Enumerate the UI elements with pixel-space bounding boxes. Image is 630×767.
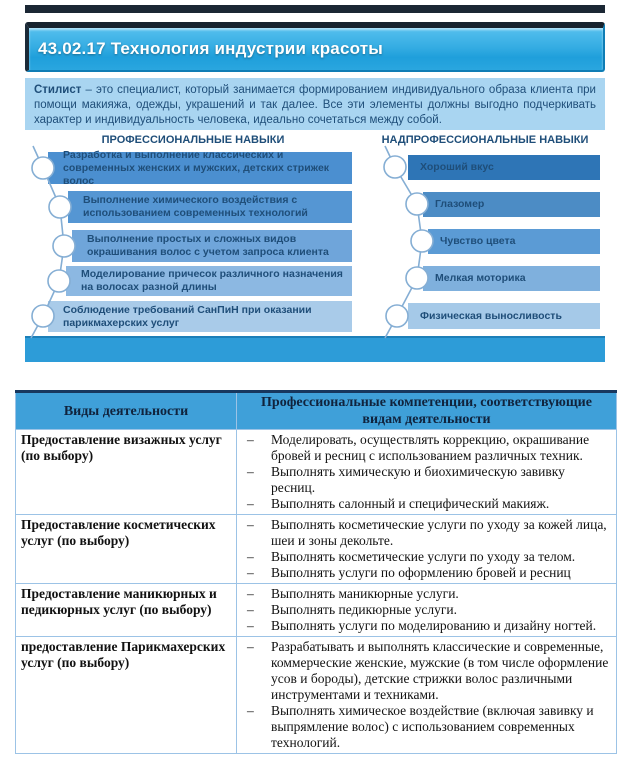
column-header-competencies: Профессиональные компетенции, соответствующие видам деятельности: [237, 392, 617, 430]
column-header-activities: Виды деятельности: [16, 392, 237, 430]
supra-skill-bar: Чувство цвета: [428, 229, 600, 254]
professional-skill-bar: Соблюдение требований СанПиН при оказании парикмахерских услуг: [48, 301, 352, 332]
competencies-cell: [237, 430, 617, 515]
activity-cell: Предоставление визажных услуг (по выбору): [16, 430, 237, 515]
competencies-cell: [237, 584, 617, 637]
competencies-table: [15, 390, 617, 754]
slide-top-strip: [25, 5, 605, 13]
supra-skill-bar: Хороший вкус: [408, 155, 600, 180]
supraprofessional-skills-heading: НАДПРОФЕССИОНАЛЬНЫЕ НАВЫКИ: [381, 134, 589, 146]
supra-skill-bar: Глазомер: [423, 192, 600, 217]
table-row: [16, 515, 617, 584]
table-row: [16, 430, 617, 515]
slide-bottom-band: [25, 336, 605, 362]
activity-cell: Предоставление косметических услуг (по выбору): [16, 515, 237, 584]
table-row: [16, 637, 617, 754]
competency-item: – Выполнять салонный и специфический макияж.: [237, 496, 612, 512]
activity-cell: предоставление Парикмахерских услуг (по выбору): [16, 637, 237, 754]
competency-item: – Выполнять услуги по моделированию и дизайну ногтей.: [237, 618, 612, 634]
professional-skill-bar: Моделирование причесок различного назначения на волосах разной длины: [66, 266, 352, 296]
activity-cell: Предоставление маникюрных и педикюрных услуг (по выбору): [16, 584, 237, 637]
chain-node-icon: [386, 305, 408, 327]
competency-item: – Выполнять химическую и биохимическую завивку ресниц.: [237, 464, 612, 496]
intro-text: – это специалист, который занимается формированием индивидуального образа клиента при помощи макияжа, одежды, украшений и так далее. Все эти элементы должны выгодно подчеркивать характер и индивидуальность человека, идеально сочетаться между собой.: [34, 84, 596, 126]
competency-item: – Разрабатывать и выполнять классические и современные, коммерческие женские, мужские (в том числе оформление усов и бороды), детские стрижки волос различными инструментами и техниками.: [237, 639, 612, 703]
competency-item: – Выполнять косметические услуги по уходу за телом.: [237, 549, 612, 565]
competency-item: – Выполнять педикюрные услуги.: [237, 602, 612, 618]
professional-skill-bar: Выполнение химического воздействия с использованием современных технологий: [68, 191, 352, 223]
page-title: 43.02.17 Технология индустрии красоты: [38, 39, 384, 58]
intro-paragraph: [25, 78, 605, 130]
competency-item: – Выполнять услуги по оформлению бровей и ресниц: [237, 565, 612, 581]
professional-skills-heading: ПРОФЕССИОНАЛЬНЫЕ НАВЫКИ: [101, 134, 285, 146]
competency-item: – Выполнять косметические услуги по уходу за кожей лица, шеи и зоны декольте.: [237, 517, 612, 549]
table-row: [16, 584, 617, 637]
professional-skill-bar: Разработка и выполнение классических и современных женских и мужских, детских стрижек волос: [48, 152, 352, 184]
slide-title-bar: [25, 22, 605, 72]
supra-skill-bar: Мелкая моторика: [423, 266, 600, 291]
competency-item: – Выполнять химическое воздействие (включая завивку и выпрямление волос) с использованием современных технологий.: [237, 703, 612, 751]
professional-skill-bar: Выполнение простых и сложных видов окрашивания волос с учетом запроса клиента: [72, 230, 352, 262]
competency-item: – Выполнять маникюрные услуги.: [237, 586, 612, 602]
chain-node-icon: [384, 156, 406, 178]
competencies-cell: [237, 637, 617, 754]
intro-lead-word: Стилист: [34, 84, 82, 96]
table-header-row: [16, 392, 617, 430]
competency-item: – Моделировать, осуществлять коррекцию, окрашивание бровей и ресниц с использованием различных техник.: [237, 432, 612, 464]
supra-skill-bar: Физическая выносливость: [408, 303, 600, 329]
competencies-cell: [237, 515, 617, 584]
